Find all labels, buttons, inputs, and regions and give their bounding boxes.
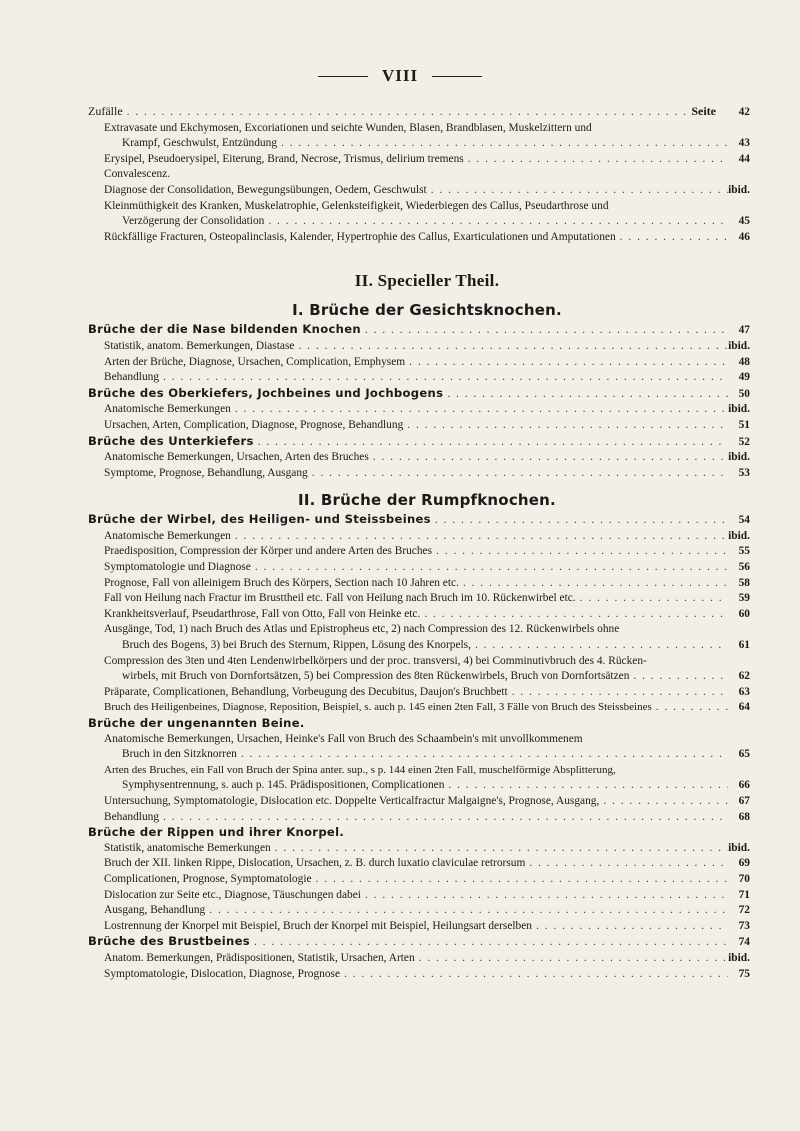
page-folio [0, 66, 800, 86]
toc-subentry [104, 466, 750, 482]
toc-subentry-line: Bruch des Heiligenbeines, Diagnose, Reposition, Beispiel, s. auch p. 145 einen 2ten Fall, 3 Fälle von Bruch des Steissbeines [104, 701, 652, 714]
toc-group-heading-text: Brüche des Unterkiefers [88, 433, 254, 448]
toc-subentry [104, 167, 750, 183]
toc-subentry-line: Dislocation zur Seite etc., Diagnose, Täuschungen dabei [104, 888, 361, 901]
toc-page-number: 74 [738, 936, 750, 949]
toc-page-number: 47 [738, 324, 750, 337]
toc-page-number: 43 [738, 137, 750, 150]
toc-group-heading-text: Brüche des Brustbeines [88, 934, 250, 949]
leader-dots [652, 700, 728, 716]
toc-page-number: 73 [738, 919, 750, 932]
toc-subentry-line: Rückfällige Fracturen, Osteopalinclasis, Kalender, Hypertrophie des Callus, Exarticulationen und Amputationen [104, 230, 616, 243]
toc-subentry-line: Behandlung [104, 371, 160, 384]
toc-group-heading-text: Brüche der Wirbel, des Heiligen- und Steissbeines [88, 512, 431, 527]
toc-subentry [104, 967, 750, 983]
leader-dots [616, 230, 728, 246]
toc-subentry-line: Bruch der XII. linken Rippe, Dislocation, Ursachen, z. B. durch luxatio claviculae retrorsum [104, 857, 526, 870]
leader-dots [271, 841, 728, 857]
leader-dots [251, 560, 728, 576]
toc-page-number: 42 [738, 106, 750, 118]
toc-page-number: 48 [738, 355, 750, 368]
toc-subentry [104, 183, 750, 199]
toc-subentry [104, 919, 750, 935]
toc-subentry [104, 576, 750, 592]
toc-subentry-line: Convalescenz. [104, 168, 171, 181]
toc-page-number: 75 [738, 967, 750, 980]
leader-dots [443, 387, 728, 403]
toc-page-number: 50 [738, 387, 750, 400]
toc-subentry-line: wirbels, mit Bruch von Dornfortsätzen, 5) bei Compression des 8ten Rückenwirbels, Bruch von Dornfortsätzen [122, 670, 630, 683]
toc-page-number: 63 [738, 685, 750, 698]
toc-page-number: ibid. [728, 403, 750, 416]
toc-entry-text: Zufälle [88, 104, 123, 118]
toc-subentry-line: Bruch in den Sitzknorren [122, 748, 237, 761]
toc-page-number: 68 [738, 810, 750, 823]
toc-group-heading-text: Brüche der die Nase bildenden Knochen [88, 322, 361, 337]
toc-page-number: 61 [738, 639, 750, 652]
toc-page-number: 58 [738, 576, 750, 589]
toc-subentry [104, 794, 750, 810]
toc-group-heading [88, 512, 750, 529]
seite-label: Seite [691, 104, 716, 118]
toc-subentry [104, 339, 750, 355]
toc-subentry-line: Arten der Brüche, Diagnose, Ursachen, Complication, Emphysem [104, 355, 406, 368]
leader-dots [431, 513, 728, 529]
toc-subentry [104, 230, 750, 246]
toc-page-number: ibid. [728, 841, 750, 854]
toc-subentry [104, 732, 750, 748]
toc-page-number: ibid. [728, 529, 750, 542]
toc-page-number: 55 [738, 545, 750, 558]
leader-dots [420, 607, 728, 623]
toc-subentry-line: Symptomatologie, Dislocation, Diagnose, Prognose [104, 967, 341, 980]
toc-group-heading-text: Brüche der Rippen und ihrer Knorpel. [88, 825, 345, 840]
leader-dots [159, 810, 728, 826]
part-title: II. Specieller Theil. [354, 271, 500, 291]
toc-subentry-line: Anatom. Bemerkungen, Prädispositionen, Statistik, Ursachen, Arten [104, 951, 415, 964]
toc-page-number: 69 [738, 857, 750, 870]
toc-subentry-line: Anatomische Bemerkungen [104, 529, 231, 542]
toc-group-heading-text: Brüche der ungenannten Beine. [88, 716, 305, 730]
toc-page-number: 56 [738, 561, 750, 574]
leader-dots [403, 418, 728, 434]
toc-page-number: ibid. [728, 339, 750, 352]
toc-subentry-line: Kleinmüthigkeit des Kranken, Muskelatrophie, Gelenksteifigkeit, Wiederbiegen des Callus, Pseudarthrose und [104, 199, 609, 212]
toc-page-number: 66 [738, 779, 750, 792]
toc-subentry [104, 856, 750, 872]
leader-dots [432, 544, 728, 560]
toc-subentry-continuation [104, 638, 750, 654]
toc-subentry [104, 903, 750, 919]
toc-subentry-line: Extravasate und Ekchymosen, Excoriationen und seichte Wunden, Blasen, Brandblasen, Muskelzittern und [104, 121, 592, 134]
toc-subentry-line: Diagnose der Consolidation, Bewegungsübungen, Oedem, Geschwulst [104, 183, 427, 196]
table-of-contents [88, 104, 750, 982]
toc-page-number: 64 [738, 701, 750, 714]
toc-page-number: 72 [738, 904, 750, 917]
section-title: II. Brüche der Rumpfknochen. [298, 491, 556, 510]
toc-subentry [104, 544, 750, 560]
leader-dots [361, 323, 728, 339]
toc-subentry-continuation [104, 214, 750, 230]
leader-dots [532, 919, 728, 935]
toc-page-number: 51 [738, 418, 750, 431]
leader-dots [427, 183, 728, 199]
leader-dots [231, 529, 728, 545]
toc-page-number: 52 [738, 435, 750, 448]
zufalle-subentries [104, 121, 750, 246]
toc-subentry-line: Statistik, anatomische Bemerkungen [104, 841, 271, 854]
toc-page-number: 70 [738, 872, 750, 885]
toc-subentry-line: Symptomatologie und Diagnose [104, 561, 251, 574]
toc-subentry [104, 888, 750, 904]
toc-subentry-line: Präparate, Complicationen, Behandlung, Vorbeugung des Decubitus, Daujon's Bruchbett [104, 685, 508, 698]
leader-dots [361, 888, 728, 904]
toc-subentry-continuation [104, 778, 750, 794]
toc-subentry-line: Lostrennung der Knorpel mit Beispiel, Bruch der Knorpel mit Beispiel, Heilungsart derselben [104, 919, 532, 932]
toc-subentry [104, 199, 750, 215]
leader-dots [444, 778, 728, 794]
toc-subentry [104, 370, 750, 386]
toc-page-number: ibid. [728, 451, 750, 464]
leader-dots [312, 872, 728, 888]
toc-subentry [104, 607, 750, 623]
toc-subentry-line: Behandlung [104, 810, 160, 823]
leader-dots [629, 669, 728, 685]
toc-page-number: ibid. [728, 183, 750, 196]
toc-page-number: 60 [738, 607, 750, 620]
toc-subentry-line: Compression des 3ten und 4ten Lendenwirbelkörpers und der proc. transversi, 4) bei Comminutivbruch des 4. Rücken- [104, 654, 647, 667]
toc-page-number: 46 [738, 230, 750, 243]
leader-dots [599, 794, 728, 810]
leader-dots [308, 466, 728, 482]
toc-group-heading-text: Brüche des Oberkiefers, Jochbeines und Jochbogens [88, 385, 444, 400]
leader-dots [205, 903, 728, 919]
toc-subentry-line: Anatomische Bemerkungen [104, 403, 231, 416]
toc-group-heading [88, 322, 750, 339]
folio-rule-right [432, 76, 482, 77]
leader-dots [464, 152, 728, 168]
toc-subentry [104, 951, 750, 967]
toc-page-number: 45 [738, 215, 750, 228]
leader-dots [264, 214, 728, 230]
leader-dots [576, 591, 728, 607]
toc-group-heading [88, 825, 750, 841]
leader-dots [369, 450, 728, 466]
toc-page-number: 49 [738, 371, 750, 384]
toc-subentry [104, 700, 750, 716]
leader-dots [123, 105, 692, 121]
toc-group-heading [88, 434, 750, 451]
toc-subentry [104, 355, 750, 371]
toc-subentry [104, 418, 750, 434]
toc-subentry-line: Ausgang, Behandlung [104, 904, 206, 917]
leader-dots [471, 638, 728, 654]
toc-page-number: 65 [738, 748, 750, 761]
toc-subentry-line: Statistik, anatom. Bemerkungen, Diastase [104, 339, 295, 352]
leader-dots [231, 402, 728, 418]
toc-subentry [104, 841, 750, 857]
toc-subentry [104, 121, 750, 137]
toc-subentry [104, 763, 750, 779]
leader-dots [340, 967, 728, 983]
toc-entry-zufalle [88, 104, 750, 121]
section-title: I. Brüche der Gesichtsknochen. [292, 301, 562, 320]
folio-number: VIII [381, 66, 419, 85]
toc-subentry-line: Symphysentrennung, s. auch p. 145. Prädispositionen, Complicationen [122, 779, 445, 792]
toc-subentry-line: Bruch des Bogens, 3) bei Bruch des Sternum, Rippen, Lösung des Knorpels, [122, 639, 471, 652]
toc-subentry-line: Anatomische Bemerkungen, Ursachen, Heinke's Fall von Bruch des Schaambein's mit unvollkommenem [104, 732, 583, 745]
toc-subentry-line: Ausgänge, Tod, 1) nach Bruch des Atlas und Epistropheus etc, 2) nach Compression des 12. Rückenwirbels ohne [104, 623, 620, 636]
leader-dots [250, 935, 728, 951]
toc-subentry-line: Prognose, Fall von alleinigem Bruch des Körpers, Section nach 10 Jahren etc. [104, 576, 459, 589]
toc-subentry [104, 622, 750, 638]
toc-group-heading [88, 386, 750, 403]
toc-subentry-line: Anatomische Bemerkungen, Ursachen, Arten des Bruches [104, 451, 369, 464]
toc-subentry-line: Symptome, Prognose, Behandlung, Ausgang [104, 466, 308, 479]
toc-subentry-line: Ursachen, Arten, Complication, Diagnose, Prognose, Behandlung [104, 418, 404, 431]
toc-subentry-continuation [104, 669, 750, 685]
leader-dots [254, 435, 728, 451]
toc-subentry [104, 654, 750, 670]
leader-dots [159, 370, 728, 386]
toc-subentry [104, 685, 750, 701]
toc-subentry [104, 810, 750, 826]
leader-dots [459, 576, 728, 592]
toc-subentry [104, 872, 750, 888]
toc-group-heading [88, 934, 750, 951]
leader-dots [415, 951, 728, 967]
toc-subentry-line: Fall von Heilung nach Fractur im Brusttheil etc. Fall von Heilung nach Bruch im 10. Rückenwirbel etc. [104, 592, 576, 605]
toc-subentry-line: Complicationen, Prognose, Symptomatologie [104, 872, 312, 885]
toc-page-number: 53 [738, 466, 750, 479]
toc-group-heading [88, 716, 750, 732]
toc-subentry [104, 591, 750, 607]
toc-page-number: 71 [738, 888, 750, 901]
toc-page-number: 62 [738, 670, 750, 683]
toc-subentry-line: Erysipel, Pseudoerysipel, Eiterung, Brand, Necrose, Trismus, delirium tremens [104, 152, 464, 165]
toc-subentry-line: Untersuchung, Symptomatologie, Dislocation etc. Doppelte Verticalfractur Malgaigne's, Prognose, Ausgang, [104, 794, 600, 807]
leader-dots [525, 856, 728, 872]
leader-dots [294, 339, 728, 355]
toc-subentry-line: Arten des Bruches, ein Fall von Bruch der Spina anter. sup., s p. 144 einen 2ten Fall, muschelförmige Absplitterung, [104, 763, 616, 776]
toc-subentry-continuation [104, 747, 750, 763]
toc-page-number: 59 [738, 592, 750, 605]
toc-subentry [104, 450, 750, 466]
toc-subentry-line: Krankheitsverlauf, Pseudarthrose, Fall von Otto, Fall von Heinke etc. [104, 607, 421, 620]
toc-subentry-line: Verzögerung der Consolidation [122, 215, 265, 228]
toc-page-number: 54 [738, 514, 750, 527]
toc-subentry [104, 402, 750, 418]
folio-rule-left [318, 76, 368, 77]
toc-subentry [104, 560, 750, 576]
leader-dots [405, 355, 728, 371]
toc-page-number: 44 [738, 152, 750, 165]
toc-subentry [104, 529, 750, 545]
toc-subentry-line: Krampf, Geschwulst, Entzündung [122, 137, 278, 150]
toc-subentry [104, 152, 750, 168]
leader-dots [277, 136, 728, 152]
toc-subentry-line: Praedisposition, Compression der Körper und andere Arten des Bruches [104, 545, 433, 558]
leader-dots [237, 747, 728, 763]
toc-page-number: 67 [738, 794, 750, 807]
toc-page-number: ibid. [728, 951, 750, 964]
toc-subentry-continuation [104, 136, 750, 152]
leader-dots [508, 685, 728, 701]
